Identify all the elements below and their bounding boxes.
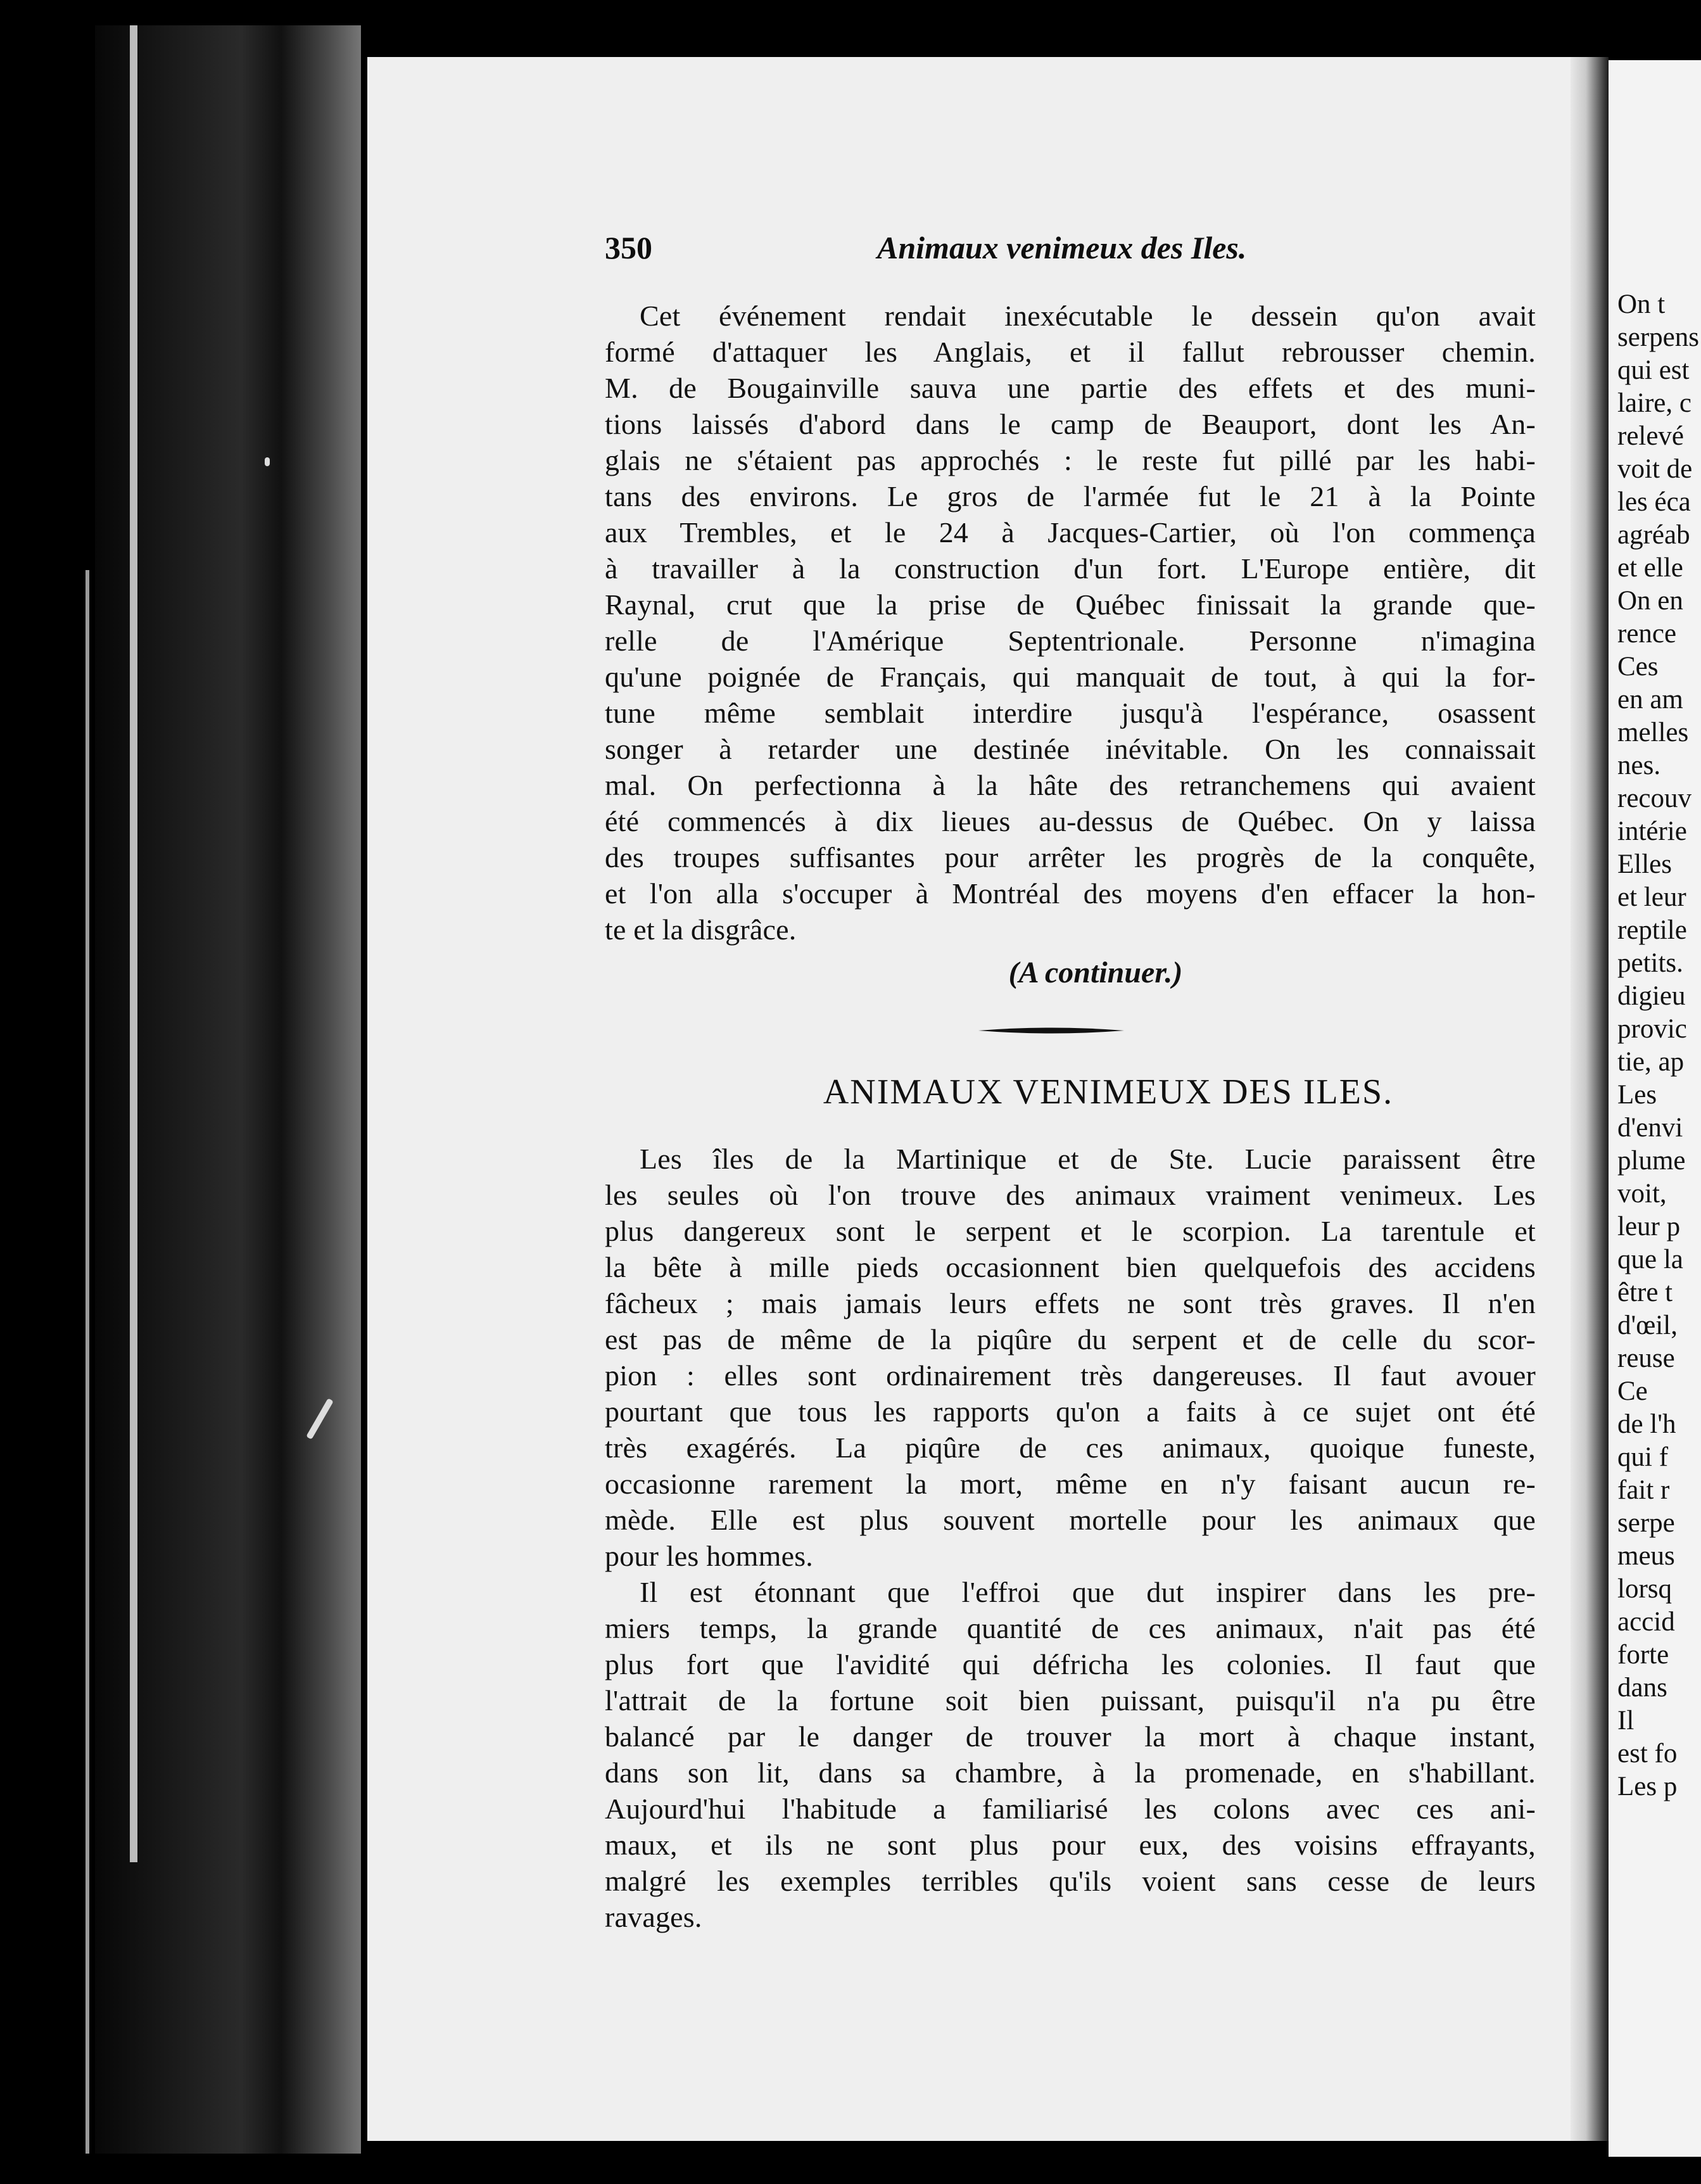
facing-page-line: rence	[1617, 619, 1677, 649]
text-line: la bête à mille pieds occasionnent bien quelquefois des accidens	[605, 1251, 1536, 1283]
text-line: pourtant que tous les rapports qu'on a faits à ce sujet ont été	[605, 1395, 1536, 1428]
text-line: mal. On perfectionna à la hâte des retranchemens qui avaient	[605, 769, 1536, 801]
facing-page-line: tie, ap	[1617, 1047, 1685, 1077]
page-edge-strip	[130, 25, 137, 1862]
facing-page-line: nes.	[1617, 751, 1661, 780]
facing-page-line: On t	[1617, 289, 1666, 319]
text-line: mède. Elle est plus souvent mortelle pour les animaux que	[605, 1504, 1536, 1536]
facing-page-line: reptile	[1617, 915, 1687, 945]
text-line: miers temps, la grande quantité de ces animaux, n'ait pas été	[605, 1612, 1536, 1644]
facing-page-line: et leur	[1617, 882, 1686, 912]
facing-page-line: Les p	[1617, 1772, 1678, 1801]
facing-page-line: qui est	[1617, 355, 1690, 385]
text-line: ravages.	[605, 1901, 702, 1933]
text-line: et l'on alla s'occuper à Montréal des moyens d'en effacer la hon-	[605, 877, 1536, 910]
facing-page-line: Ce	[1617, 1376, 1648, 1406]
divider-container	[605, 993, 1536, 1066]
facing-page-line: petits.	[1617, 948, 1683, 978]
facing-page-line: melles	[1617, 718, 1689, 747]
facing-page-line: plume	[1617, 1146, 1686, 1176]
facing-page-line: laire, c	[1617, 388, 1692, 418]
facing-page-line: en am	[1617, 685, 1683, 714]
text-line: tune même semblait interdire jusqu'à l'espérance, osassent	[605, 697, 1536, 729]
facing-page-line: provic	[1617, 1014, 1687, 1044]
text-line: maux, et ils ne sont plus pour eux, des voisins effrayants,	[605, 1829, 1536, 1861]
continuation-note: (A continuer.)	[1008, 956, 1183, 989]
section-heading: ANIMAUX VENIMEUX DES ILES.	[823, 1072, 1394, 1112]
text-line: été commencés à dix lieues au-dessus de Québec. On y laissa	[605, 805, 1536, 837]
text-line: des troupes suffisantes pour arrêter les progrès de la conquête,	[605, 841, 1536, 873]
page-number: 350	[605, 230, 652, 265]
facing-page-fragment	[1609, 60, 1701, 2157]
paragraph-1	[605, 298, 1536, 948]
facing-page-line: Elles	[1617, 849, 1672, 879]
text-line: fâcheux ; mais jamais leurs effets ne sont très graves. Il n'en	[605, 1287, 1536, 1319]
text-line: tans des environs. Le gros de l'armée fut le 21 à la Pointe	[605, 480, 1536, 512]
text-line: glais ne s'étaient pas approchés : le reste fut pillé par les habi-	[605, 444, 1536, 476]
text-line: te et la disgrâce.	[605, 913, 797, 946]
facing-page-line: Il	[1617, 1706, 1635, 1736]
running-title: Animaux venimeux des Iles.	[877, 230, 1247, 265]
text-line: relle de l'Amérique Septentrionale. Personne n'imagina	[605, 625, 1536, 657]
running-head	[605, 229, 1314, 274]
facing-page-line: forte	[1617, 1640, 1669, 1670]
facing-page-line: On en	[1617, 586, 1683, 616]
text-line: malgré les exemples terribles qu'ils voient sans cesse de leurs	[605, 1865, 1536, 1897]
facing-page-line: meus	[1617, 1541, 1675, 1571]
paragraph-3	[605, 1574, 1536, 1935]
facing-page-line: intérie	[1617, 816, 1687, 846]
text-line: très exagérés. La piqûre de ces animaux, quoique funeste,	[605, 1432, 1536, 1464]
text-line: l'attrait de la fortune soit bien puissant, puisqu'il n'a pu être	[605, 1684, 1536, 1717]
facing-page-line: est fo	[1617, 1739, 1678, 1768]
facing-page-line: accid	[1617, 1607, 1675, 1637]
text-line: Les îles de la Martinique et de Ste. Lucie paraissent être	[640, 1143, 1536, 1175]
facing-page-line: d'envi	[1617, 1113, 1683, 1143]
facing-page-line: de l'h	[1617, 1409, 1676, 1439]
gutter-shadow	[1571, 57, 1609, 2141]
text-line: Aujourd'hui l'habitude a familiarisé les colons avec ces ani-	[605, 1793, 1536, 1825]
text-line: formé d'attaquer les Anglais, et il fallut rebrousser chemin.	[605, 336, 1536, 368]
facing-page-line: que la	[1617, 1245, 1683, 1274]
facing-page-line: Ces	[1617, 652, 1659, 682]
facing-page-line: relevé	[1617, 421, 1685, 451]
facing-page-line: serpens	[1617, 322, 1699, 352]
text-line: qu'une poignée de Français, qui manquait de tout, à qui la for-	[605, 661, 1536, 693]
facing-page-line: digieu	[1617, 981, 1686, 1011]
text-line: plus fort que l'avidité qui défricha les colonies. Il faut que	[605, 1648, 1536, 1680]
text-line: tions laissés d'abord dans le camp de Beauport, dont les An-	[605, 408, 1536, 440]
text-line: songer à retarder une destinée inévitable. On les connaissait	[605, 733, 1536, 765]
facing-page-line: fait r	[1617, 1475, 1670, 1505]
facing-page-line: voit de	[1617, 454, 1693, 484]
facing-page-line: voit,	[1617, 1179, 1667, 1209]
text-line: M. de Bougainville sauva une partie des effets et des muni-	[605, 372, 1536, 404]
text-line: plus dangereux sont le serpent et le scorpion. La tarentule et	[605, 1215, 1536, 1247]
facing-page-line: qui f	[1617, 1442, 1669, 1472]
facing-page-line: Les	[1617, 1080, 1657, 1110]
text-line: balancé par le danger de trouver la mort à chaque instant,	[605, 1720, 1536, 1753]
text-line: à travailler à la construction d'un fort. L'Europe entière, dit	[605, 552, 1536, 585]
paragraph-2	[605, 1141, 1536, 1574]
facing-page-line: et elle	[1617, 553, 1683, 583]
text-line: pour les hommes.	[605, 1540, 813, 1572]
facing-page-line: d'œil,	[1617, 1311, 1678, 1340]
facing-page-line: dans	[1617, 1673, 1667, 1703]
text-line: Raynal, crut que la prise de Québec finissait la grande que-	[605, 588, 1536, 621]
facing-page-line: leur p	[1617, 1212, 1681, 1241]
text-line: les seules où l'on trouve des animaux vraiment venimeux. Les	[605, 1179, 1536, 1211]
text-line: est pas de même de la piqûre du serpent et de celle du scor-	[605, 1323, 1536, 1355]
facing-page-line: reuse	[1617, 1343, 1675, 1373]
text-line: Cet événement rendait inexécutable le dessein qu'on avait	[640, 300, 1536, 332]
text-line: aux Trembles, et le 24 à Jacques-Cartier, où l'on commença	[605, 516, 1536, 549]
facing-page-line: lorsq	[1617, 1574, 1672, 1604]
facing-page-line: agréab	[1617, 520, 1690, 550]
text-block	[605, 298, 1536, 1935]
facing-page-line: les éca	[1617, 487, 1691, 517]
text-line: Il est étonnant que l'effroi que dut inspirer dans les pre-	[640, 1576, 1536, 1608]
text-line: occasionne rarement la mort, même en n'y faisant aucun re-	[605, 1468, 1536, 1500]
facing-page-line: être t	[1617, 1278, 1673, 1307]
page-edge-strip-outer	[85, 570, 89, 2154]
scan-speck	[265, 457, 270, 466]
facing-page-line: serpe	[1617, 1508, 1675, 1538]
facing-page-line: recouv	[1617, 784, 1692, 813]
ornamental-rule	[978, 1026, 1124, 1035]
text-line: dans son lit, dans sa chambre, à la promenade, en s'habillant.	[605, 1756, 1536, 1789]
text-line: pion : elles sont ordinairement très dangereuses. Il faut avouer	[605, 1359, 1536, 1392]
